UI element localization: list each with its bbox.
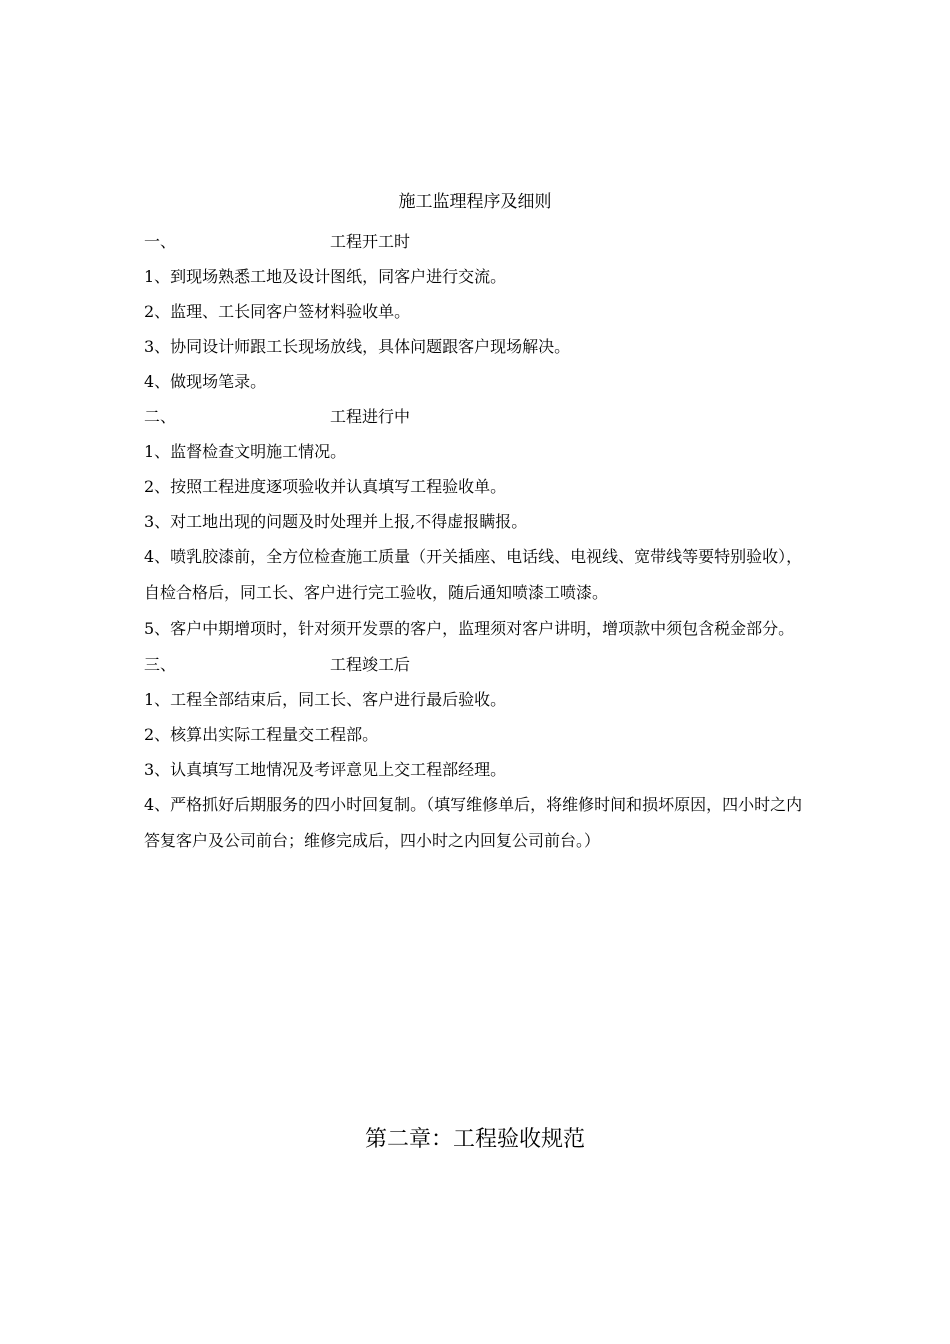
list-item: 2、核算出实际工程量交工程部。 [144,725,379,744]
section-heading-1 [144,224,814,259]
section-heading-2 [144,399,814,434]
section-heading-3 [144,647,814,682]
section-number: 三、 [144,655,177,674]
list-item: 4、喷乳胶漆前，全方位检查施工质量（开关插座、电话线、电视线、宽带线等要特别验收），自检合格后，同工长、客户进行完工验收，随后通知喷漆工喷漆。 [144,547,803,602]
section-number: 二、 [144,407,177,426]
section-heading-text: 工程开工时 [330,232,411,251]
list-item: 5、客户中期增项时，针对须开发票的客户，监理须对客户讲明，增项款中须包含税金部分。 [144,619,795,638]
chapter-title: 第二章：工程验收规范 [364,1127,585,1152]
list-item: 2、监理、工长同客户签材料验收单。 [144,302,411,321]
list-item: 1、监督检查文明施工情况。 [144,442,347,461]
list-item: 4、做现场笔录。 [144,372,267,391]
section-heading-text: 工程进行中 [330,407,411,426]
list-item: 3、认真填写工地情况及考评意见上交工程部经理。 [144,760,507,779]
document-title: 施工监理程序及细则 [398,192,552,212]
list-item: 1、工程全部结束后，同工长、客户进行最后验收。 [144,690,507,709]
list-item: 4、严格抓好后期服务的四小时回复制。（填写维修单后，将维修时间和损坏原因，四小时之内答复客户及公司前台；维修完成后，四小时之内回复公司前台。） [144,795,803,850]
list-item: 1、到现场熟悉工地及设计图纸，同客户进行交流。 [144,267,507,286]
section-number: 一、 [144,232,177,251]
list-item: 2、按照工程进度逐项验收并认真填写工程验收单。 [144,477,507,496]
list-item: 3、对工地出现的问题及时处理并上报,不得虚报瞒报。 [144,512,528,531]
list-item: 3、协同设计师跟工长现场放线，具体问题跟客户现场解决。 [144,337,571,356]
section-heading-text: 工程竣工后 [330,655,411,674]
document-body [144,224,814,859]
